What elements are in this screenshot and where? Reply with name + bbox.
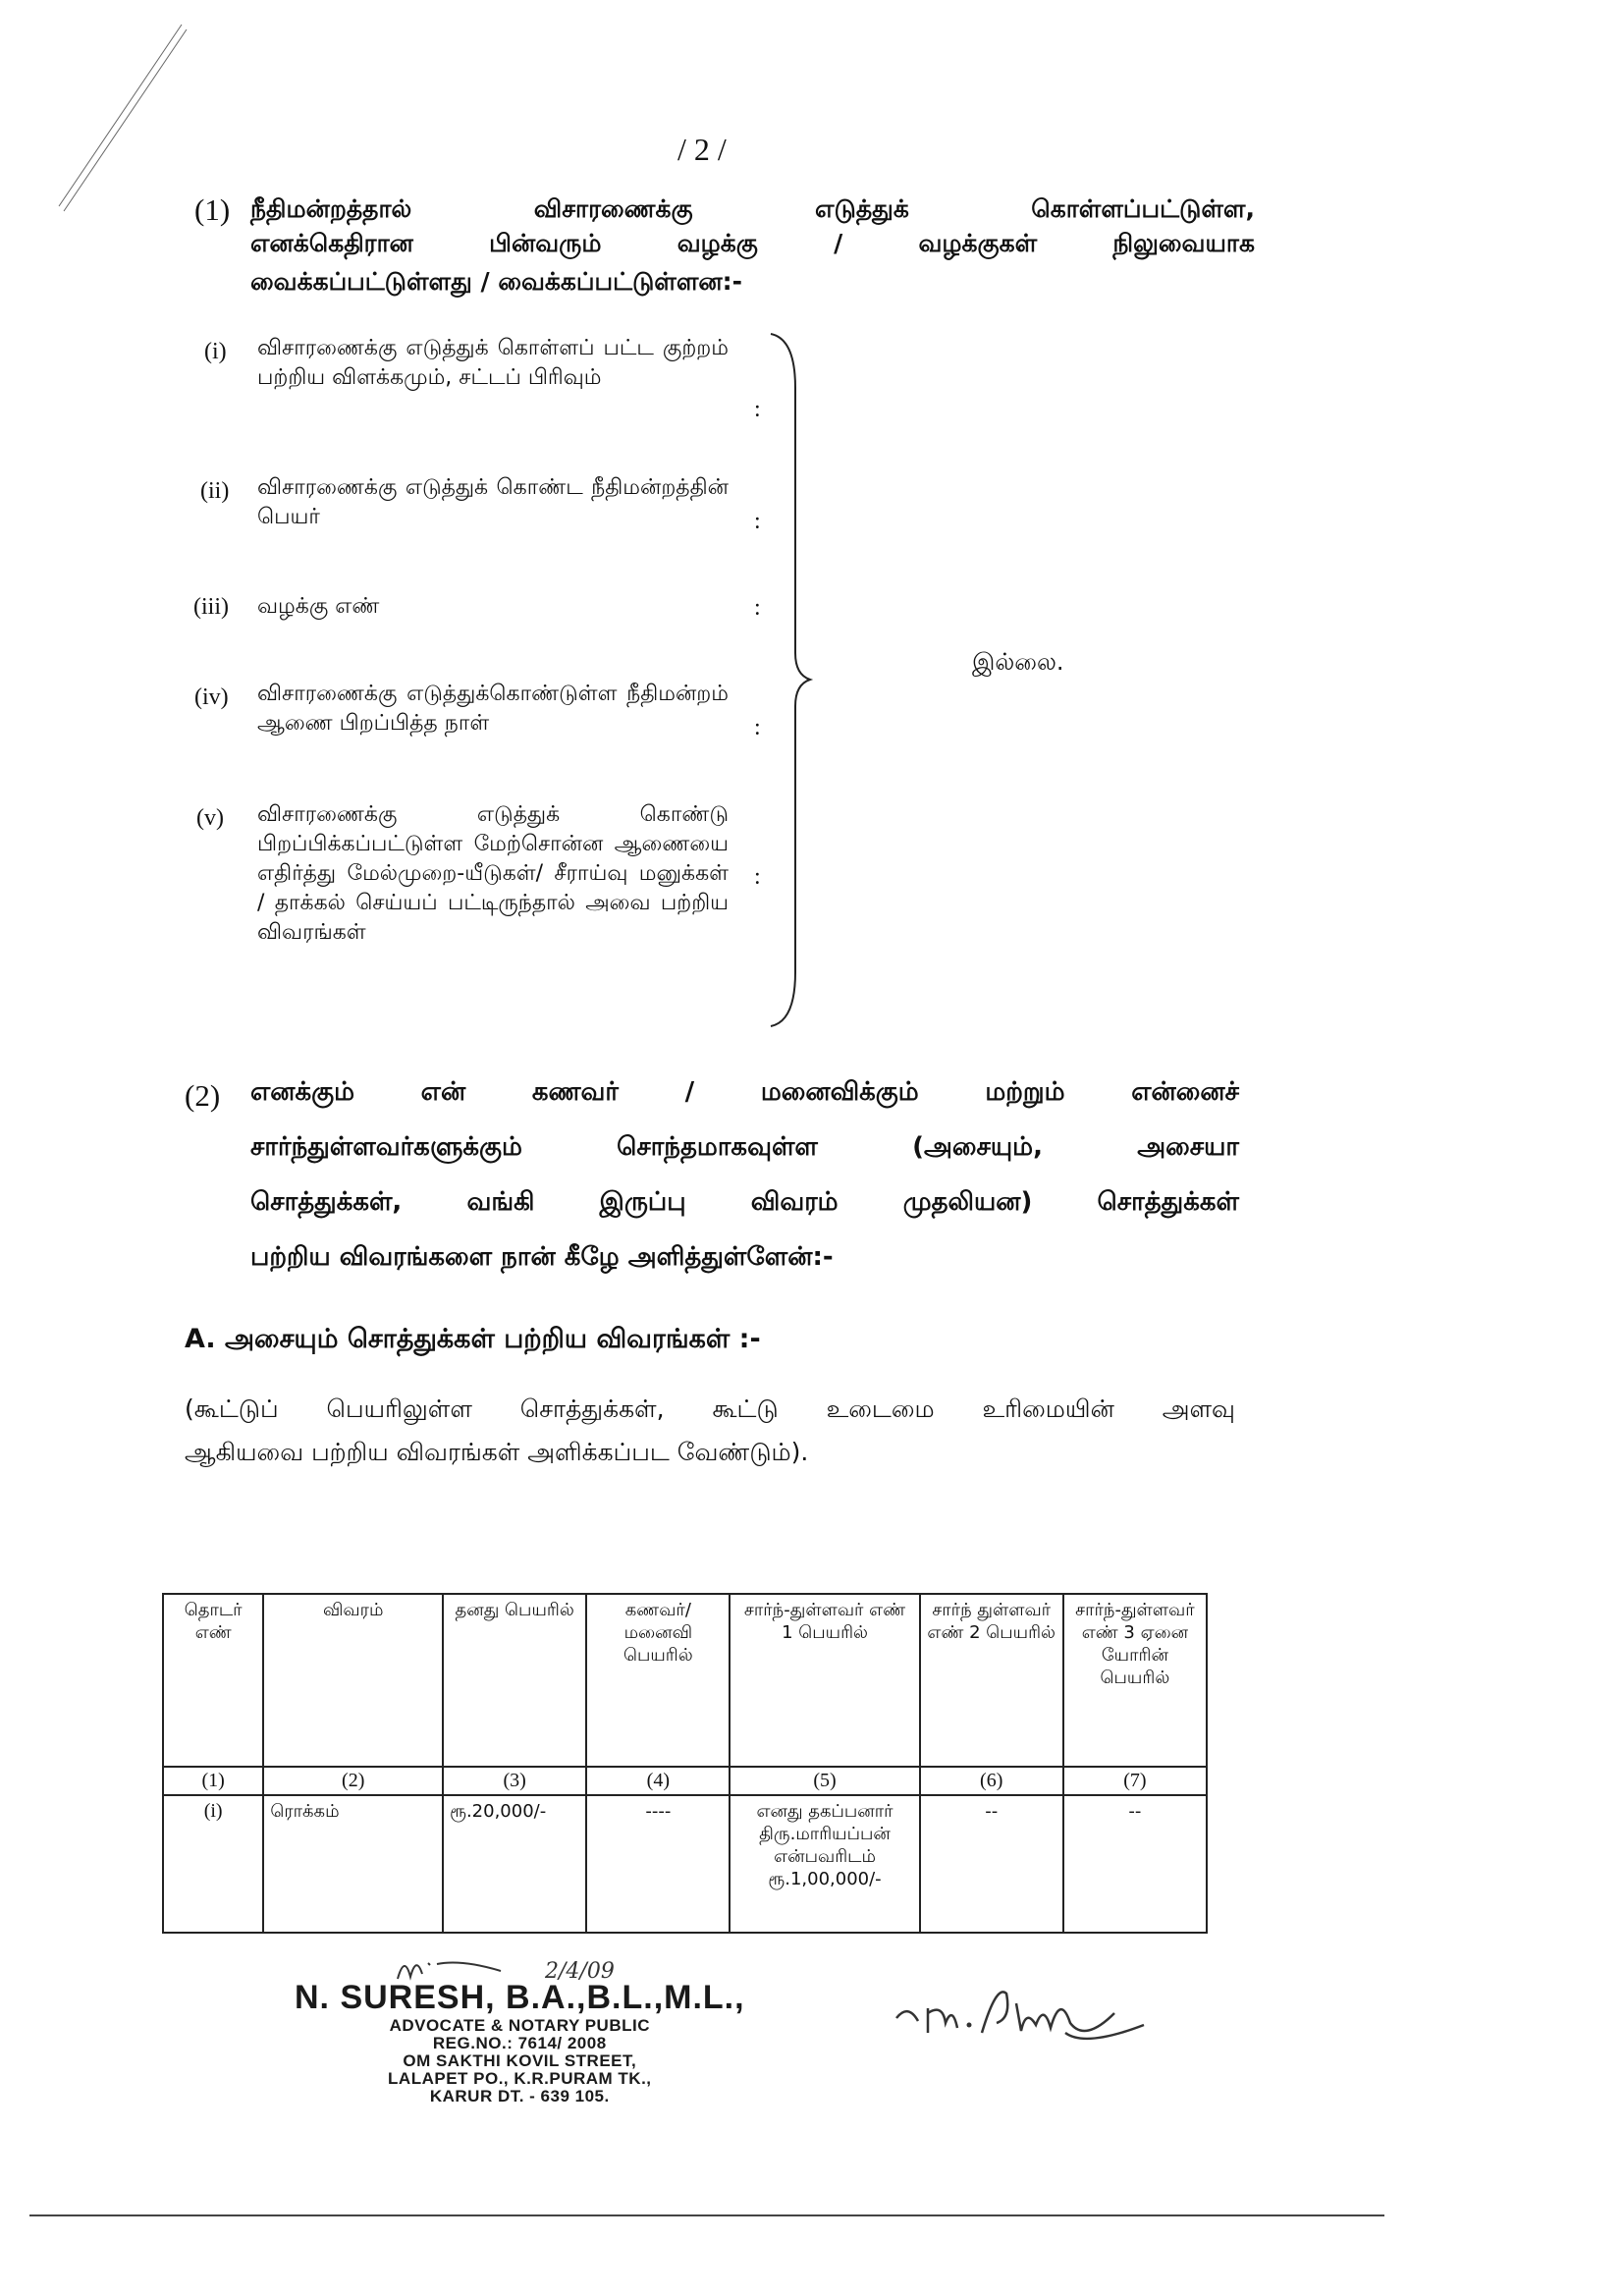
- index-cell: (3): [443, 1767, 586, 1795]
- item-4-number: (iv): [194, 684, 229, 710]
- item-3-text: வழக்கு எண்: [257, 594, 380, 619]
- word: கணவர்: [531, 1077, 620, 1107]
- word: விவரம்: [750, 1187, 839, 1217]
- word: கொள்ளப்பட்டுள்ள,: [1031, 194, 1255, 223]
- word: என்: [420, 1077, 466, 1107]
- word: மற்றும்: [985, 1077, 1065, 1107]
- header-dependent-3: சார்ந்-துள்ளவர் எண் 3 ஏனை யோரின் பெயரில்: [1063, 1594, 1207, 1767]
- header-dependent-1: சார்ந்-துள்ளவர் எண் 1 பெயரில்: [730, 1594, 919, 1767]
- section-2-text: [250, 1077, 1239, 1297]
- section-2-line-1: [250, 1077, 1239, 1132]
- word: உரிமையின்: [982, 1394, 1114, 1423]
- section-2-number: (2): [185, 1078, 221, 1113]
- item-4-text: விசாரணைக்கு எடுத்துக்கொண்டுள்ள நீதிமன்றம் ஆணை பிறப்பித்த நாள்: [257, 682, 729, 736]
- word: பின்வரும்: [489, 229, 602, 257]
- word: எடுத்துக்: [815, 194, 909, 223]
- deponent-signature: [889, 1964, 1164, 2052]
- item-2-colon: :: [754, 509, 761, 534]
- index-cell: (7): [1063, 1767, 1207, 1795]
- word: எனக்கும்: [250, 1077, 355, 1107]
- word: எனக்கெதிரான: [250, 229, 413, 257]
- word: உடைமை: [826, 1394, 935, 1423]
- item-3-colon: :: [754, 595, 761, 621]
- word: அளவு: [1162, 1394, 1235, 1423]
- footer-rule: [29, 2214, 1384, 2216]
- movable-assets-table: [162, 1593, 1208, 1934]
- header-spouse: கணவர்/ மனைவி பெயரில்: [586, 1594, 730, 1767]
- section-1-number: (1): [194, 192, 231, 227]
- index-cell: (6): [920, 1767, 1063, 1795]
- word: சொந்தமாகவுள்ள: [617, 1132, 818, 1162]
- item-5-number: (v): [196, 805, 224, 831]
- item-1-colon: :: [754, 397, 761, 422]
- cell-dependent-2: --: [920, 1795, 1063, 1933]
- scan-mark: [39, 20, 196, 216]
- section-2-line-2: [250, 1132, 1239, 1187]
- item-4-colon: :: [754, 715, 761, 740]
- word: கூட்டு: [712, 1394, 779, 1423]
- word: /: [834, 229, 843, 257]
- cell-spouse: ----: [586, 1795, 730, 1933]
- header-dependent-2: சார்ந் துள்ளவர் எண் 2 பெயரில்: [920, 1594, 1063, 1767]
- item-2-number: (ii): [200, 478, 230, 504]
- index-cell: (5): [730, 1767, 919, 1795]
- cell-dependent-3: --: [1063, 1795, 1207, 1933]
- index-cell: (4): [586, 1767, 730, 1795]
- section-a-note-line-1: [185, 1394, 1235, 1438]
- page-number: / 2 /: [677, 132, 727, 167]
- item-5-colon: :: [754, 864, 761, 890]
- word: சொத்துக்கள்: [1097, 1187, 1239, 1217]
- table-row: [163, 1795, 1207, 1933]
- section-1-line-3: வைக்கப்பட்டுள்ளது / வைக்கப்பட்டுள்ளன:-: [250, 267, 743, 296]
- item-3-number: (iii): [193, 594, 229, 620]
- notary-line: LALAPET PO., K.R.PURAM TK.,: [388, 2069, 652, 2088]
- cell-dependent-1: எனது தகப்பனார் திரு.மாரியப்பன் என்பவரிடம் ரூ.1,00,000/-: [730, 1795, 919, 1933]
- table-header-row: [163, 1594, 1207, 1767]
- item-5-text: விசாரணைக்கு எடுத்துக் கொண்டு பிறப்பிக்கப்பட்டுள்ள மேற்சொன்ன ஆணையை எதிர்த்து மேல்முறை-யீடுகள்/ சீராய்வு மனுக்கள் / தாக்கல் செய்யப் பட்டிருந்தால் அவை பற்றிய விவரங்கள்: [257, 802, 729, 945]
- notary-name: N. SURESH, B.A.,B.L.,M.L.,: [295, 1979, 745, 2016]
- word: /: [684, 1077, 695, 1107]
- notary-line: REG.NO.: 7614/ 2008: [432, 2034, 607, 2052]
- cell-serial: (i): [163, 1795, 263, 1933]
- section-a-heading: A. அசையும் சொத்துக்கள் பற்றிய விவரங்கள் :-: [185, 1324, 761, 1354]
- section-2-line-4: பற்றிய விவரங்களை நான் கீழே அளித்துள்ளேன்:-: [250, 1242, 834, 1272]
- notary-stamp: [295, 1979, 745, 2105]
- cell-details: ரொக்கம்: [263, 1795, 443, 1933]
- word: நிலுவையாக: [1112, 229, 1255, 257]
- word: சொத்துக்கள்,: [519, 1394, 665, 1423]
- section-1-heading: [250, 194, 1255, 300]
- word: வங்கி: [466, 1187, 535, 1217]
- section-1-line-2: [250, 229, 1255, 261]
- word: இருப்பு: [599, 1187, 686, 1217]
- section-2-line-3: [250, 1187, 1239, 1242]
- index-cell: (1): [163, 1767, 263, 1795]
- section-a-note-line-2: ஆகியவை பற்றிய விவரங்கள் அளிக்கப்பட வேண்டும்).: [185, 1438, 809, 1466]
- signature-date: 2/4/09: [545, 1959, 615, 1984]
- notary-line: ADVOCATE & NOTARY PUBLIC: [389, 2016, 650, 2035]
- table-index-row: [163, 1767, 1207, 1795]
- word: என்னைச்: [1131, 1077, 1239, 1107]
- notary-line: KARUR DT. - 639 105.: [429, 2087, 610, 2105]
- item-1-text: விசாரணைக்கு எடுத்துக் கொள்ளப் பட்ட குற்றம் பற்றிய விளக்கமும், சட்டப் பிரிவும்: [257, 336, 729, 390]
- word: அசையா: [1137, 1132, 1239, 1162]
- word: நீதிமன்றத்தால்: [250, 194, 412, 223]
- header-details: விவரம்: [263, 1594, 443, 1767]
- answer-none: இல்லை.: [972, 648, 1064, 676]
- index-cell: (2): [263, 1767, 443, 1795]
- curly-brace-icon: [766, 329, 815, 1031]
- notary-initials-signature: [393, 1949, 511, 1989]
- header-serial: தொடர் எண்: [163, 1594, 263, 1767]
- word: (அசையும்,: [912, 1132, 1043, 1162]
- notary-line: OM SAKTHI KOVIL STREET,: [403, 2051, 637, 2070]
- word: சார்ந்துள்ளவர்களுக்கும்: [250, 1132, 522, 1162]
- word: வழக்குகள்: [918, 229, 1038, 257]
- section-a-note: [185, 1394, 1235, 1470]
- word: வழக்கு: [677, 229, 758, 257]
- word: முதலியன): [902, 1187, 1033, 1217]
- word: சொத்துக்கள்,: [250, 1187, 403, 1217]
- word: விசாரணைக்கு: [533, 194, 693, 223]
- item-2-text: விசாரணைக்கு எடுத்துக் கொண்ட நீதிமன்றத்தின் பெயர்: [257, 475, 729, 529]
- cell-self: ரூ.20,000/-: [443, 1795, 586, 1933]
- word: (கூட்டுப்: [185, 1394, 279, 1423]
- item-1-number: (i): [204, 339, 227, 364]
- word: மனைவிக்கும்: [760, 1077, 919, 1107]
- word: பெயரிலுள்ள: [326, 1394, 472, 1423]
- header-self: தனது பெயரில்: [443, 1594, 586, 1767]
- section-1-line-1: [250, 194, 1255, 227]
